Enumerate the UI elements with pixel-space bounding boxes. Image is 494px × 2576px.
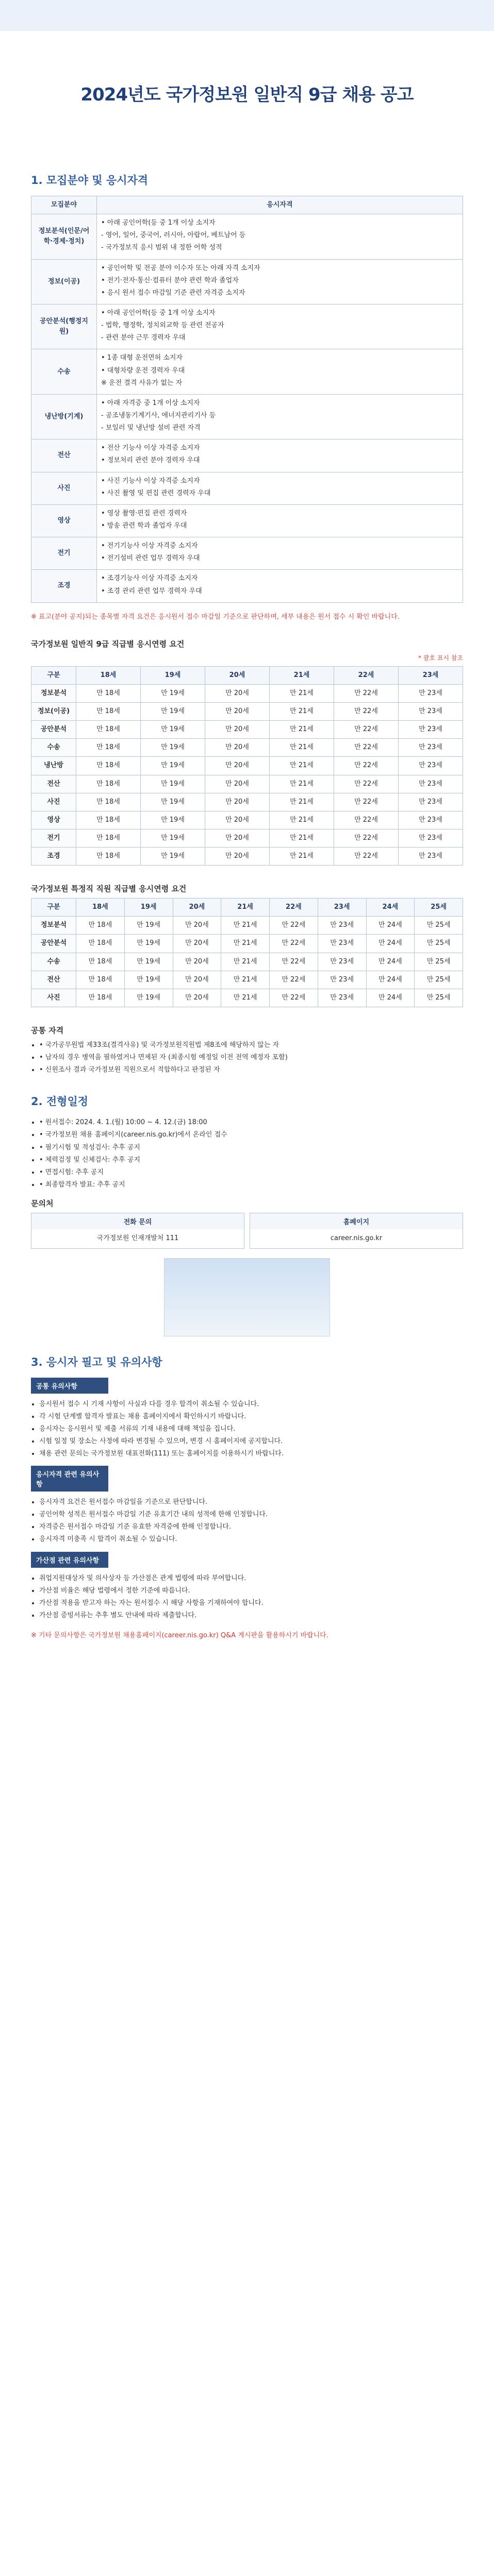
table-row — [31, 721, 463, 739]
table-cell: 만 24세 — [366, 953, 415, 971]
note-item: • 가산점 적용을 받고자 하는 자는 원서접수 시 해당 사항을 기재하여야 합니다. — [39, 1598, 463, 1609]
age-table-general — [31, 666, 463, 866]
row-line: • 전기·전자·통신·컴퓨터 분야 관련 학과 졸업자 — [101, 276, 239, 284]
table-cell: 만 19세 — [141, 848, 205, 866]
content — [0, 172, 494, 1639]
row-category: 전산 — [31, 439, 97, 472]
qualification-table — [31, 196, 463, 603]
table-cell: 만 23세 — [318, 953, 366, 971]
table-cell: 만 24세 — [366, 989, 415, 1007]
table-cell: 만 21세 — [270, 811, 334, 829]
table-cell: 만 18세 — [76, 989, 125, 1007]
contact-card — [250, 1213, 463, 1249]
row-content — [97, 504, 463, 537]
section-heading: 3. 응시자 필고 및 유의사항 — [31, 1355, 162, 1368]
table-row — [31, 971, 463, 989]
table-cell: 만 25세 — [415, 953, 463, 971]
table-cell: 만 20세 — [205, 684, 270, 702]
contact-body: career.nis.go.kr — [330, 1234, 383, 1242]
table-cell: 만 23세 — [318, 935, 366, 953]
notes-bar-common: 공통 유의사항 — [31, 1378, 108, 1394]
contact-head: 전화 문의 — [31, 1213, 244, 1229]
row-content — [97, 259, 463, 304]
table-row — [31, 793, 463, 811]
note-item: • 채용 관련 문의는 국가정보원 대표전화(111) 또는 홈페이지를 이용하시기 바랍니다. — [39, 1448, 463, 1460]
column-header: 19세 — [124, 899, 173, 917]
schedule-step: • • 면접시험: 추후 공지 — [39, 1167, 463, 1178]
row-line: • 아래 공인어학(등 중 1개 이상 소지자 — [101, 309, 216, 317]
column-header: 24세 — [366, 899, 415, 917]
table-cell: 만 20세 — [205, 775, 270, 793]
column-header: 18세 — [76, 899, 125, 917]
column-header: 응시자격 — [97, 196, 463, 214]
row-line: - 법학, 행정학, 정치외교학 등 관련 전공자 — [101, 321, 224, 330]
table-cell: 만 22세 — [334, 702, 399, 720]
table-cell: 만 20세 — [173, 953, 221, 971]
table-cell: 만 19세 — [141, 793, 205, 811]
table-cell: 만 19세 — [141, 739, 205, 757]
table-cell: 만 24세 — [366, 917, 415, 935]
row-label: 전산 — [31, 775, 76, 793]
row-line: - 보일러 및 냉난방 설비 관련 자격 — [101, 424, 201, 432]
table-cell: 만 18세 — [76, 953, 125, 971]
table-unit: * 괄호 표시 참조 — [418, 654, 463, 662]
table-cell: 만 20세 — [205, 829, 270, 847]
row-category: 공안분석(행정지원) — [31, 304, 97, 349]
row-label: 공안분석 — [31, 935, 76, 953]
age-table-special — [31, 898, 463, 1007]
column-header: 구분 — [31, 666, 76, 684]
row-line: - 관련 분야 근무 경력자 우대 — [101, 334, 186, 342]
table-cell: 만 23세 — [318, 971, 366, 989]
row-category: 전기 — [31, 537, 97, 570]
table-cell: 만 25세 — [415, 989, 463, 1007]
table-cell: 만 20세 — [205, 811, 270, 829]
row-line: • 정보처리 관련 분야 경력자 우대 — [101, 456, 200, 465]
section-recruitment — [31, 172, 463, 621]
table-row — [31, 196, 463, 214]
row-line: • 전산 기능사 이상 자격증 소지자 — [101, 444, 200, 452]
table-row — [31, 570, 463, 602]
table-cell: 만 22세 — [270, 917, 318, 935]
row-line: - 영어, 일어, 중국어, 러시아, 아랍어, 베트남어 등 — [101, 231, 246, 240]
table-row — [31, 214, 463, 259]
notes-footnote: ※ 기타 문의사항은 국가정보원 채용홈페이지(career.nis.go.kr) Q&A 게시판을 활용하시기 바랍니다. — [31, 1631, 328, 1639]
row-content — [97, 537, 463, 570]
table-row — [31, 439, 463, 472]
section-age-general — [31, 638, 463, 866]
row-category: 사진 — [31, 472, 97, 504]
table-cell: 만 22세 — [270, 953, 318, 971]
table-heading: 국가정보원 일반직 9급 직급별 응시연령 요건 — [31, 639, 185, 649]
row-line: - 공조냉동기계기사, 에너지관리기사 등 — [101, 411, 216, 419]
row-content — [97, 304, 463, 349]
contact-body: 국가정보원 인재개발처 111 — [96, 1234, 179, 1242]
row-content — [97, 570, 463, 602]
common-item: • • 남자의 경우 병역을 필하였거나 면제된 자 (최종시험 예정일 이전 전역 예정자 포함) — [39, 1052, 463, 1063]
row-line: - 국가정보직 응시 범위 내 정한 어학 성적 — [101, 244, 222, 252]
contact-heading: 문의처 — [31, 1198, 54, 1208]
table-cell: 만 21세 — [270, 757, 334, 775]
table-cell: 만 22세 — [270, 971, 318, 989]
table-cell: 만 21세 — [221, 935, 270, 953]
table-cell: 만 23세 — [318, 989, 366, 1007]
schedule-intro: • • 원서접수: 2024. 4. 1.(월) 10:00 ~ 4. 12.(금) 18:00 — [39, 1117, 463, 1128]
header-row — [31, 666, 463, 684]
table-cell: 만 18세 — [76, 971, 125, 989]
section-schedule — [31, 1093, 463, 1336]
notes-list-bonus — [31, 1573, 463, 1621]
table-cell: 만 18세 — [76, 811, 141, 829]
table-cell: 만 19세 — [141, 702, 205, 720]
note-item: • 취업지원대상자 및 의사상자 등 가산점은 관계 법령에 따라 부여합니다. — [39, 1573, 463, 1584]
column-header: 구분 — [31, 899, 76, 917]
row-line: • 아래 공인어학(등 중 1개 이상 소지자 — [101, 219, 216, 227]
table-cell: 만 18세 — [76, 684, 141, 702]
row-line: • 전기설비 관련 업무 경력자 우대 — [101, 554, 200, 563]
table-cell: 만 19세 — [124, 971, 173, 989]
table-cell: 만 21세 — [270, 848, 334, 866]
table-cell: 만 20세 — [173, 935, 221, 953]
row-label: 냉난방 — [31, 757, 76, 775]
table-cell: 만 20세 — [205, 702, 270, 720]
schedule-step: • • 최종합격자 발표: 추후 공지 — [39, 1179, 463, 1191]
table-cell: 만 20세 — [205, 721, 270, 739]
table-cell: 만 18세 — [76, 935, 125, 953]
table-cell: 만 21세 — [221, 953, 270, 971]
section-common — [31, 1025, 463, 1076]
table-cell: 만 18세 — [76, 739, 141, 757]
table-cell: 만 23세 — [399, 739, 463, 757]
row-label: 전산 — [31, 971, 76, 989]
row-category: 수송 — [31, 349, 97, 394]
header-row — [31, 899, 463, 917]
row-category: 정보분석(인문/어학·경제·정치) — [31, 214, 97, 259]
table-row — [31, 504, 463, 537]
row-category: 영상 — [31, 504, 97, 537]
row-line: • 아래 자격증 중 1개 이상 소지자 — [101, 399, 200, 407]
table-cell: 만 21세 — [270, 739, 334, 757]
table-cell: 만 20세 — [173, 917, 221, 935]
table-cell: 만 19세 — [124, 917, 173, 935]
table-cell: 만 22세 — [334, 757, 399, 775]
row-line: • 사진 기능사 이상 자격증 소지자 — [101, 477, 200, 485]
row-content — [97, 349, 463, 394]
row-line: • 영상 촬영·편집 관련 경력자 — [101, 509, 187, 517]
contact-head: 홈페이지 — [250, 1213, 463, 1229]
note-item: • 응시자격 미충족 시 합격이 취소될 수 있습니다. — [39, 1534, 463, 1545]
row-category: 냉난방(기계) — [31, 394, 97, 439]
table-cell: 만 19세 — [141, 721, 205, 739]
table-cell: 만 22세 — [334, 721, 399, 739]
schedule-sub: • • 국가정보원 채용 홈페이지(career.nis.go.kr)에서 온라인 접수 — [39, 1129, 463, 1141]
note-item: • 시험 일정 및 장소는 사정에 따라 변경될 수 있으며, 변경 시 홈페이지에 공지합니다. — [39, 1436, 463, 1447]
common-item: • • 국가공무원법 제33조(결격사유) 및 국가정보원직원법 제8조에 해당하지 않는 자 — [39, 1040, 463, 1051]
page-title: 2024년도 국가정보원 일반직 9급 채용 공고 — [80, 84, 414, 105]
notes-list-common — [31, 1399, 463, 1460]
common-heading: 공통 자격 — [31, 1026, 64, 1036]
row-content — [97, 394, 463, 439]
row-label: 수송 — [31, 739, 76, 757]
table-cell: 만 25세 — [415, 971, 463, 989]
column-header: 19세 — [141, 666, 205, 684]
table-row — [31, 259, 463, 304]
table-cell: 만 20세 — [205, 793, 270, 811]
table-cell: 만 18세 — [76, 917, 125, 935]
table-row — [31, 953, 463, 971]
notes-bar-qualification: 응시자격 관련 유의사항 — [31, 1466, 108, 1492]
note-item: • 자격증은 원서접수 마감일 기준 유효한 자격증에 한해 인정합니다. — [39, 1521, 463, 1533]
notes-list-qualification — [31, 1497, 463, 1545]
table-cell: 만 20세 — [173, 989, 221, 1007]
row-content — [97, 214, 463, 259]
schedule-steps — [31, 1142, 463, 1191]
section-note: ※ 표고(분야 공지)되는 종목별 자격 요건은 응시원서 접수 마감일 기준으로 판단하며, 세부 내용은 원서 접수 시 확인 바랍니다. — [31, 613, 400, 621]
table-row — [31, 537, 463, 570]
row-label: 사진 — [31, 989, 76, 1007]
table-row — [31, 917, 463, 935]
contact-boxes — [31, 1213, 463, 1249]
note-item: • 응시자격 요건은 원서접수 마감일을 기준으로 판단합니다. — [39, 1497, 463, 1508]
table-row — [31, 684, 463, 702]
table-row — [31, 304, 463, 349]
row-line: • 대형차량 운전 경력자 우대 — [101, 366, 185, 375]
table-cell: 만 19세 — [124, 953, 173, 971]
table-cell: 만 22세 — [270, 935, 318, 953]
row-label: 정보분석 — [31, 684, 76, 702]
table-cell: 만 22세 — [334, 684, 399, 702]
row-label: 정보분석 — [31, 917, 76, 935]
schedule-step: • • 필기시험 및 적성검사: 추후 공지 — [39, 1142, 463, 1154]
table-cell: 만 20세 — [173, 971, 221, 989]
table-cell: 만 19세 — [124, 935, 173, 953]
table-row — [31, 775, 463, 793]
table-cell: 만 21세 — [270, 775, 334, 793]
table-cell: 만 19세 — [141, 811, 205, 829]
table-row — [31, 811, 463, 829]
table-cell: 만 18세 — [76, 848, 141, 866]
table-heading: 국가정보원 특정직 직원 직급별 응시연령 요건 — [31, 884, 187, 894]
table-cell: 만 19세 — [141, 684, 205, 702]
row-label: 정보(이공) — [31, 702, 76, 720]
schedule-list — [31, 1117, 463, 1141]
table-row — [31, 349, 463, 394]
table-cell: 만 18세 — [76, 721, 141, 739]
table-cell: 만 23세 — [399, 684, 463, 702]
column-header: 23세 — [399, 666, 463, 684]
table-cell: 만 21세 — [221, 971, 270, 989]
table-row — [31, 394, 463, 439]
column-header: 20세 — [205, 666, 270, 684]
note-item: • 가산점 비율은 해당 법령에서 정한 기준에 따릅니다. — [39, 1585, 463, 1597]
table-cell: 만 21세 — [221, 917, 270, 935]
table-cell: 만 19세 — [141, 775, 205, 793]
row-label: 전기 — [31, 829, 76, 847]
row-line: • 전기기능사 이상 자격증 소지자 — [101, 542, 198, 550]
row-label: 사진 — [31, 793, 76, 811]
note-item: • 공인어학 성적은 원서접수 마감일 기준 유효기간 내의 성적에 한해 인정합니다. — [39, 1509, 463, 1520]
table-cell: 만 19세 — [141, 757, 205, 775]
schedule-step: • • 체력검정 및 신체검사: 추후 공지 — [39, 1155, 463, 1166]
table-cell: 만 23세 — [399, 721, 463, 739]
table-cell: 만 24세 — [366, 935, 415, 953]
table-cell: 만 23세 — [399, 793, 463, 811]
column-header: 22세 — [270, 899, 318, 917]
column-header: 23세 — [318, 899, 366, 917]
table-cell: 만 18세 — [76, 775, 141, 793]
row-line: • 방송 관련 학과 졸업자 우대 — [101, 521, 187, 530]
row-line: ※ 운전 결격 사유가 없는 자 — [101, 379, 183, 387]
table-row — [31, 702, 463, 720]
table-cell: 만 23세 — [318, 917, 366, 935]
table-cell: 만 22세 — [334, 793, 399, 811]
table-cell: 만 21세 — [270, 684, 334, 702]
note-item: • 응시자는 응시원서 및 제출 서류의 기재 내용에 대해 책임을 집니다. — [39, 1423, 463, 1435]
column-header: 모집분야 — [31, 196, 97, 214]
table-cell: 만 23세 — [399, 757, 463, 775]
row-content — [97, 472, 463, 504]
section-notes — [31, 1354, 463, 1639]
table-cell: 만 19세 — [124, 989, 173, 1007]
row-label: 영상 — [31, 811, 76, 829]
table-cell: 만 25세 — [415, 917, 463, 935]
column-header: 20세 — [173, 899, 221, 917]
row-label: 공안분석 — [31, 721, 76, 739]
row-line: • 공인어학 및 전공 분야 이수자 또는 아래 자격 소지자 — [101, 264, 260, 272]
table-cell: 만 18세 — [76, 793, 141, 811]
table-row — [31, 989, 463, 1007]
table-row — [31, 472, 463, 504]
section-heading: 1. 모집분야 및 응시자격 — [31, 174, 149, 187]
table-cell: 만 22세 — [334, 739, 399, 757]
table-cell: 만 18세 — [76, 757, 141, 775]
section-heading: 2. 전형일정 — [31, 1095, 89, 1108]
row-content — [97, 439, 463, 472]
column-header: 25세 — [415, 899, 463, 917]
section-age-special — [31, 883, 463, 1007]
table-cell: 만 21세 — [270, 829, 334, 847]
table-row — [31, 848, 463, 866]
row-line: • 응시 원서 접수 마감일 기준 관련 자격증 소지자 — [101, 289, 245, 297]
table-cell: 만 22세 — [334, 811, 399, 829]
table-cell: 만 21세 — [270, 793, 334, 811]
note-item: • 각 시험 단계별 합격자 발표는 채용 홈페이지에서 확인하시기 바랍니다. — [39, 1411, 463, 1422]
notes-bar-bonus: 가산점 관련 유의사항 — [31, 1552, 108, 1568]
table-row — [31, 739, 463, 757]
row-label: 조경 — [31, 848, 76, 866]
row-line: • 조경기능사 이상 자격증 소지자 — [101, 574, 198, 583]
table-cell: 만 20세 — [205, 757, 270, 775]
table-cell: 만 23세 — [399, 775, 463, 793]
table-cell: 만 22세 — [334, 775, 399, 793]
row-label: 수송 — [31, 953, 76, 971]
table-cell: 만 23세 — [399, 702, 463, 720]
table-cell: 만 24세 — [366, 971, 415, 989]
column-header: 22세 — [334, 666, 399, 684]
row-line: • 조경 관리 관련 업무 경력자 우대 — [101, 587, 202, 595]
table-cell: 만 22세 — [334, 829, 399, 847]
table-row — [31, 935, 463, 953]
table-cell: 만 23세 — [399, 848, 463, 866]
column-header: 21세 — [270, 666, 334, 684]
table-row — [31, 757, 463, 775]
table-cell: 만 18세 — [76, 702, 141, 720]
building-image — [164, 1258, 330, 1336]
row-category: 조경 — [31, 570, 97, 602]
table-cell: 만 22세 — [334, 848, 399, 866]
table-row — [31, 829, 463, 847]
table-cell: 만 21세 — [221, 989, 270, 1007]
table-cell: 만 18세 — [76, 829, 141, 847]
table-cell: 만 19세 — [141, 829, 205, 847]
column-header: 18세 — [76, 666, 141, 684]
table-cell: 만 23세 — [399, 811, 463, 829]
common-item: • • 신원조사 결과 국가정보원 직원으로서 적합하다고 판정된 자 — [39, 1064, 463, 1076]
note-item: • 가산점 증빙서류는 추후 별도 안내에 따라 제출합니다. — [39, 1610, 463, 1621]
table-cell: 만 25세 — [415, 935, 463, 953]
contact-card — [31, 1213, 244, 1249]
row-line: • 1종 대형 운전면허 소지자 — [101, 354, 183, 362]
row-line: • 사진 촬영 및 편집 관련 경력자 우대 — [101, 489, 211, 497]
table-cell: 만 23세 — [399, 829, 463, 847]
table-cell: 만 22세 — [270, 989, 318, 1007]
header-banner — [0, 0, 494, 155]
table-cell: 만 20세 — [205, 739, 270, 757]
table-cell: 만 21세 — [270, 702, 334, 720]
note-item: • 응시원서 접수 시 기재 사항이 사실과 다를 경우 합격이 취소될 수 있습니다. — [39, 1399, 463, 1410]
table-cell: 만 20세 — [205, 848, 270, 866]
column-header: 21세 — [221, 899, 270, 917]
table-cell: 만 21세 — [270, 721, 334, 739]
common-list — [31, 1040, 463, 1076]
row-category: 정보(이공) — [31, 259, 97, 304]
